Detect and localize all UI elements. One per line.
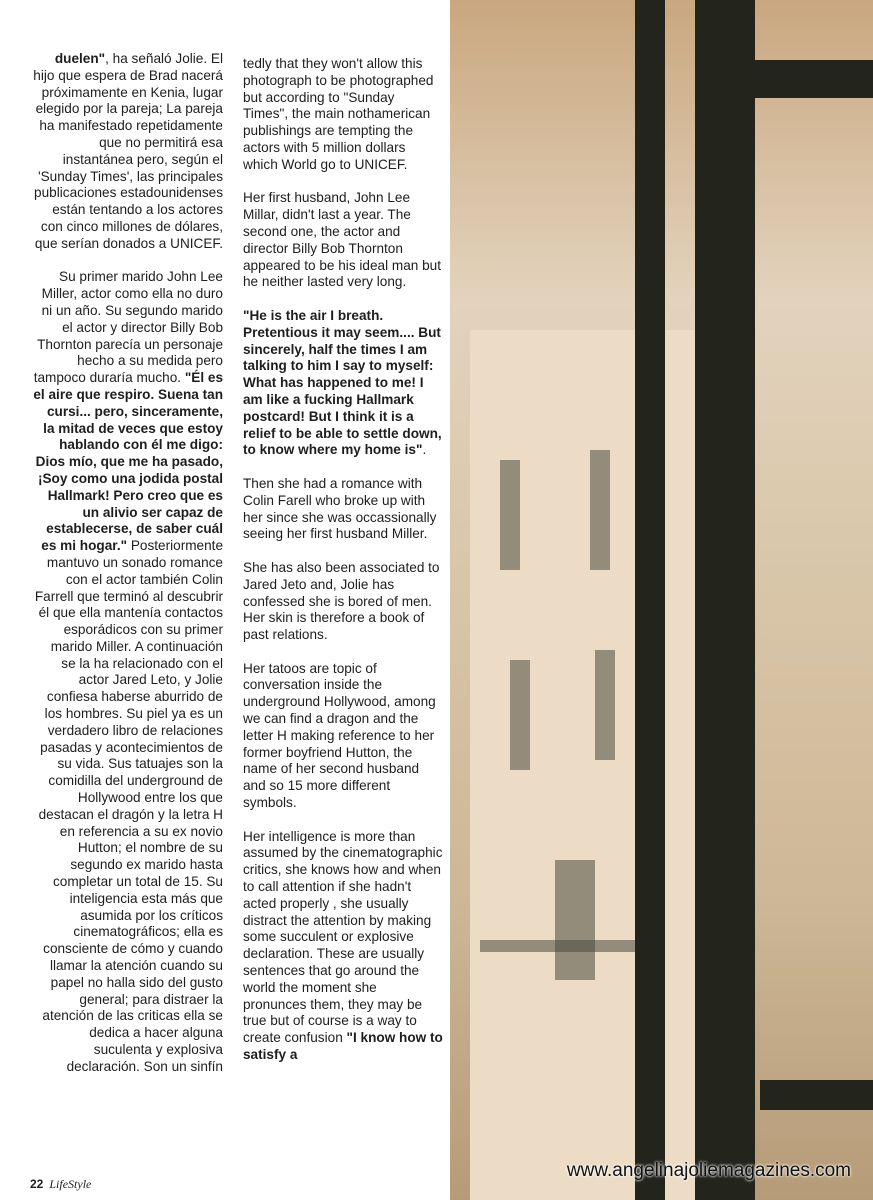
building-balcony xyxy=(480,940,660,952)
window-frame-mullion xyxy=(695,0,755,1200)
spanish-pull-quote: "Él es el aire que respiro. Suena tan cursi... pero, sinceramente, la mitad de veces que estoy hablando con él me digo: Dios mío, que me ha pasado, ¡Soy como una jodida postal Hallmark! Pero creo que es un alivio ser capaz de establecerse, de saber cuál es mi hogar." xyxy=(33,370,223,554)
english-closing-quote: "I know how to satisfy a xyxy=(243,1030,443,1063)
spanish-text-2a: Su primer marido John Lee Miller, actor como ella no duro ni un año. Su segundo marido el actor y director Billy Bob Thornton parecía un personaje hecho a su medida pero tampoco duraría mucho. xyxy=(33,269,223,386)
spanish-column xyxy=(33,51,223,1092)
building-window xyxy=(510,660,530,770)
english-text-7: Her intelligence is more than assumed by the cinematographic critics, she knows how and when to call attention if she hadn't acted properly , she usually distract the attention by making some succulent or explosive declaration. These are usually sentences that go around the world the moment she pronunces them, they may be true but of course is a way to create confusion xyxy=(243,828,443,1046)
spanish-paragraph-1 xyxy=(33,51,223,253)
window-frame-sill xyxy=(760,1080,873,1110)
window-photo xyxy=(450,0,873,1200)
spanish-text-1: , ha señaló Jolie. El hijo que espera de Brad nacerá próximamente en Kenia, lugar elegido por la pareja; La pareja ha manifestado repetidamente que no permitirá esa instantánea pero, según el 'Sunday Times', las principales publicaciones estadounidenses están tentando a los actores con cinco millones de dólares, que serían donados a UNICEF. xyxy=(33,51,223,251)
page-footer xyxy=(30,1177,91,1192)
english-pull-quote: "He is the air I breath. Pretentious it may seem.... But sincerely, half the times I am talking to him I say to myself: What has happened to me! I am like a fucking Hallmark postcard! But I think it is a relief to be able to settle down, to know where my home is" xyxy=(243,307,442,458)
building-window xyxy=(590,450,610,570)
english-paragraph-3 xyxy=(243,308,443,459)
website-watermark: www.angelinajoliemagazines.com xyxy=(566,1160,851,1181)
window-frame-left xyxy=(635,0,665,1200)
building-window xyxy=(500,460,520,570)
building-window xyxy=(555,860,595,980)
spanish-text-2b: Posteriormente mantuvo un sonado romance con el actor también Colin Farrell que terminó al descubrir él que ella mantenía contactos esporádicos con su primer marido Miller. A continuación se la ha relacionado con el actor Jared Leto, y Jolie confiesa haberse aburrido de los hombres. Su piel ya es un verdadero libro de relaciones pasadas y acontecimientos de su vida. Sus tatuajes son la comidilla del underground de Hollywood entre los que destacan el dragón y la letra H en referencia a su ex novio Hutton; el nombre de su segundo ex marido hasta completar un total de 15. Su inteligencia esta más que asumida por los críticos cinematográficos; ella es consciente de cómo y cuando llamar la atención cuando su papel no halla sido del gusto general; para distraer la atención de las criticas ella se dedica a hacer alguna suculenta y explosiva declaración. Son un sinfín xyxy=(34,538,223,1074)
english-quote-end: . xyxy=(422,442,427,458)
building-window xyxy=(595,650,615,760)
spanish-paragraph-2 xyxy=(33,269,223,1075)
page-number: 22 xyxy=(30,1177,44,1191)
magazine-name: LifeStyle xyxy=(49,1177,92,1191)
english-paragraph-6: Her tatoos are topic of conversation inside the underground Hollywood, among we can find a dragon and the letter H making reference to her former boyfriend Hutton, the name of her second husband and so 15 more different symbols. xyxy=(243,660,436,811)
english-paragraph-4: Then she had a romance with Colin Farell who broke up with her since she was occassionally seeing her first husband Miller. xyxy=(243,475,437,542)
english-paragraph-1: tedly that they won't allow this photograph to be photographed but according to "Sunday Times", the main nothamerican publishings are tempting the actors with 5 million dollars which World go to UNICEF. xyxy=(243,56,434,172)
spanish-quote-end: duelen" xyxy=(54,51,106,66)
english-paragraph-7 xyxy=(243,829,443,1064)
english-column xyxy=(243,56,443,1081)
window-frame-top xyxy=(755,60,873,98)
english-paragraph-2: Her first husband, John Lee Millar, didn't last a year. The second one, the actor and director Billy Bob Thornton appeared to be his ideal man but he neither lasted very long. xyxy=(243,190,442,290)
english-paragraph-5: She has also been associated to Jared Jeto and, Jolie has confessed she is bored of men. Her skin is therefore a book of past relations. xyxy=(243,559,440,643)
